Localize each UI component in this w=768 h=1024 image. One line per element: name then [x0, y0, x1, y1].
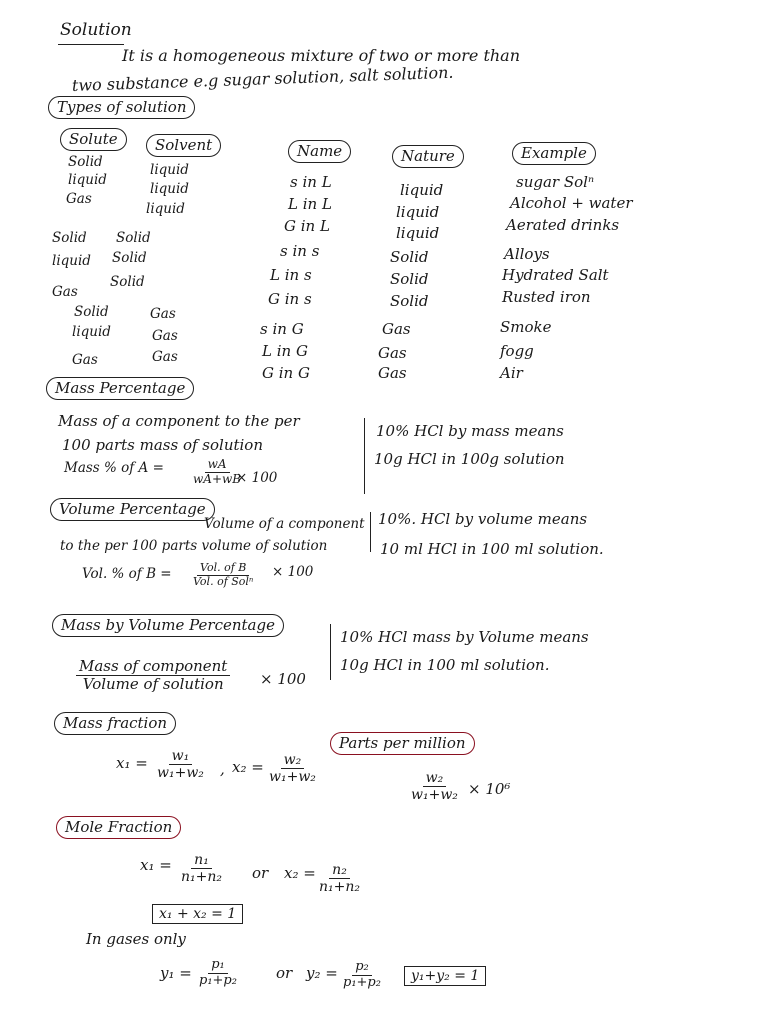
mole-fraction-x1-denominator: n₁+n₂	[181, 869, 222, 886]
intro-line-2: two substance e.g sugar solution, salt solution.	[71, 62, 454, 95]
mass-percentage-numerator: wA	[205, 458, 230, 473]
row8-solute: liquid	[72, 324, 111, 340]
row6-name: G in s	[268, 290, 312, 308]
row1-solute: Solid	[68, 154, 103, 170]
mass-percentage-def-2: 100 parts mass of solution	[62, 436, 263, 454]
mole-fraction-x1-fraction	[178, 852, 225, 885]
mole-fraction-y1-numerator: p₁	[208, 958, 228, 974]
page-title: Solution	[60, 20, 132, 40]
row9-nature: Gas	[378, 364, 407, 382]
mass-percentage-formula-tail: × 100	[236, 470, 278, 486]
row1-solvent: liquid	[150, 162, 189, 178]
mole-fraction-y2-fraction	[340, 960, 384, 991]
mass-fraction-separator: ,	[220, 760, 225, 778]
mass-by-volume-example-1: 10% HCl mass by Volume means	[340, 628, 589, 646]
mole-fraction-x1-numerator: n₁	[191, 852, 212, 869]
row9-example: Air	[500, 364, 523, 382]
types-heading: Types of solution	[48, 96, 195, 119]
row9-solvent: Gas	[152, 349, 178, 365]
row5-name: L in s	[270, 266, 312, 284]
mole-fraction-x2-denominator: n₁+n₂	[319, 879, 360, 896]
row8-example: fogg	[500, 342, 534, 360]
mass-by-volume-numerator: Mass of component	[76, 658, 230, 676]
row3-example: Aerated drinks	[506, 216, 620, 234]
volume-percentage-fraction	[190, 562, 256, 588]
mole-fraction-or: or	[252, 864, 269, 882]
mass-fraction-x2-numerator: w₂	[281, 752, 305, 769]
row9-solute: Gas	[72, 352, 98, 368]
mass-percentage-heading: Mass Percentage	[46, 377, 194, 400]
row2-name: L in L	[288, 195, 332, 213]
mole-fraction-y2: y₂ =	[306, 964, 338, 982]
volume-percentage-denominator: Vol. of Solⁿ	[193, 574, 254, 588]
header-name: Name	[288, 140, 351, 163]
row5-solvent: Solid	[112, 250, 147, 266]
volume-percentage-example-2: 10 ml HCl in 100 ml solution.	[380, 540, 604, 558]
header-solvent: Solvent	[146, 134, 221, 157]
mass-by-volume-heading: Mass by Volume Percentage	[52, 614, 284, 637]
mass-fraction-x2-fraction	[266, 752, 319, 785]
row6-solute: Gas	[52, 284, 78, 300]
mass-by-volume-tail: × 100	[260, 670, 306, 688]
row3-name: G in L	[284, 217, 330, 235]
row4-example: Alloys	[504, 245, 550, 263]
mass-fraction-x1: x₁ =	[116, 754, 148, 772]
mole-fraction-y2-numerator: p₂	[352, 960, 372, 976]
row5-nature: Solid	[390, 270, 429, 288]
row9-name: G in G	[262, 364, 310, 382]
row7-solute: Solid	[74, 304, 109, 320]
mole-fraction-y1-denominator: p₁+p₂	[199, 972, 237, 988]
volume-percentage-example-1: 10%. HCl by volume means	[378, 510, 588, 528]
row4-solute: Solid	[52, 230, 87, 246]
mass-percentage-denominator: wA+wB	[193, 471, 242, 486]
mass-percentage-divider	[364, 418, 365, 494]
row5-example: Hydrated Salt	[502, 266, 609, 284]
mole-fraction-x2-numerator: n₂	[329, 862, 350, 879]
row3-solute: Gas	[66, 191, 92, 207]
row8-name: L in G	[262, 342, 308, 360]
row1-name: s in L	[290, 173, 332, 191]
row6-example: Rusted iron	[502, 288, 591, 306]
row4-name: s in s	[280, 242, 320, 260]
mole-fraction-x2-fraction	[316, 862, 363, 895]
volume-percentage-formula-tail: × 100	[272, 564, 314, 580]
row8-solvent: Gas	[152, 328, 178, 344]
title-underline	[58, 44, 124, 45]
mole-fraction-heading: Mole Fraction	[56, 816, 181, 839]
mole-fraction-x1: x₁ =	[140, 856, 172, 874]
ppm-numerator: w₂	[423, 770, 447, 787]
row2-solute: liquid	[68, 172, 107, 188]
mass-fraction-x2-denominator: w₁+w₂	[269, 769, 316, 786]
volume-percentage-numerator: Vol. of B	[197, 562, 249, 576]
mass-percentage-example-1: 10% HCl by mass means	[376, 422, 564, 440]
volume-percentage-divider	[370, 512, 371, 552]
row7-nature: Gas	[382, 320, 411, 338]
mass-percentage-formula-lhs: Mass % of A =	[64, 460, 164, 476]
row8-nature: Gas	[378, 344, 407, 362]
mass-fraction-x1-denominator: w₁+w₂	[157, 765, 204, 782]
gases-only-label: In gases only	[86, 930, 186, 948]
row6-nature: Solid	[390, 292, 429, 310]
mole-fraction-sum-box-2: y₁+y₂ = 1	[404, 966, 486, 986]
row4-nature: Solid	[390, 248, 429, 266]
mass-by-volume-fraction	[76, 658, 230, 694]
mass-by-volume-divider	[330, 624, 331, 680]
row5-solute: liquid	[52, 253, 91, 269]
mole-fraction-or-2: or	[276, 964, 293, 982]
mole-fraction-y1-fraction	[196, 958, 240, 989]
volume-percentage-formula-lhs: Vol. % of B =	[82, 566, 172, 582]
mass-by-volume-example-2: 10g HCl in 100 ml solution.	[340, 656, 550, 674]
mass-by-volume-denominator: Volume of solution	[82, 675, 224, 694]
row4-solvent: Solid	[116, 230, 151, 246]
mass-fraction-heading: Mass fraction	[54, 712, 176, 735]
volume-percentage-def-2: to the per 100 parts volume of solution	[60, 538, 328, 554]
volume-percentage-def-1: Volume of a component	[204, 516, 365, 532]
mole-fraction-sum-box: x₁ + x₂ = 1	[152, 904, 243, 924]
row7-example: Smoke	[500, 318, 552, 336]
row2-solvent: liquid	[150, 181, 189, 197]
row6-solvent: Solid	[110, 274, 145, 290]
row7-name: s in G	[260, 320, 304, 338]
mole-fraction-y2-denominator: p₁+p₂	[343, 974, 381, 990]
mole-fraction-x2: x₂ =	[284, 864, 316, 882]
ppm-tail: × 10⁶	[468, 780, 511, 798]
ppm-fraction	[408, 770, 461, 803]
mass-percentage-def-1: Mass of a component to the per	[58, 412, 300, 430]
mass-fraction-x1-fraction	[154, 748, 207, 781]
row2-nature: liquid	[396, 203, 440, 221]
header-example: Example	[512, 142, 596, 165]
row3-nature: liquid	[396, 224, 440, 242]
row7-solvent: Gas	[150, 306, 176, 322]
row1-example: sugar Solⁿ	[516, 173, 595, 191]
mass-fraction-x1-numerator: w₁	[169, 748, 193, 765]
mole-fraction-y1: y₁ =	[160, 964, 192, 982]
row1-nature: liquid	[400, 181, 444, 199]
mass-fraction-x2: x₂ =	[232, 758, 264, 776]
header-nature: Nature	[392, 145, 464, 168]
row2-example: Alcohol + water	[510, 194, 633, 212]
intro-line-1: It is a homogeneous mixture of two or more than	[122, 46, 521, 65]
mass-percentage-example-2: 10g HCl in 100g solution	[374, 450, 565, 468]
ppm-denominator: w₁+w₂	[411, 787, 458, 804]
row3-solvent: liquid	[146, 201, 185, 217]
header-solute: Solute	[60, 128, 127, 151]
ppm-heading: Parts per million	[330, 732, 475, 755]
volume-percentage-heading: Volume Percentage	[50, 498, 215, 521]
